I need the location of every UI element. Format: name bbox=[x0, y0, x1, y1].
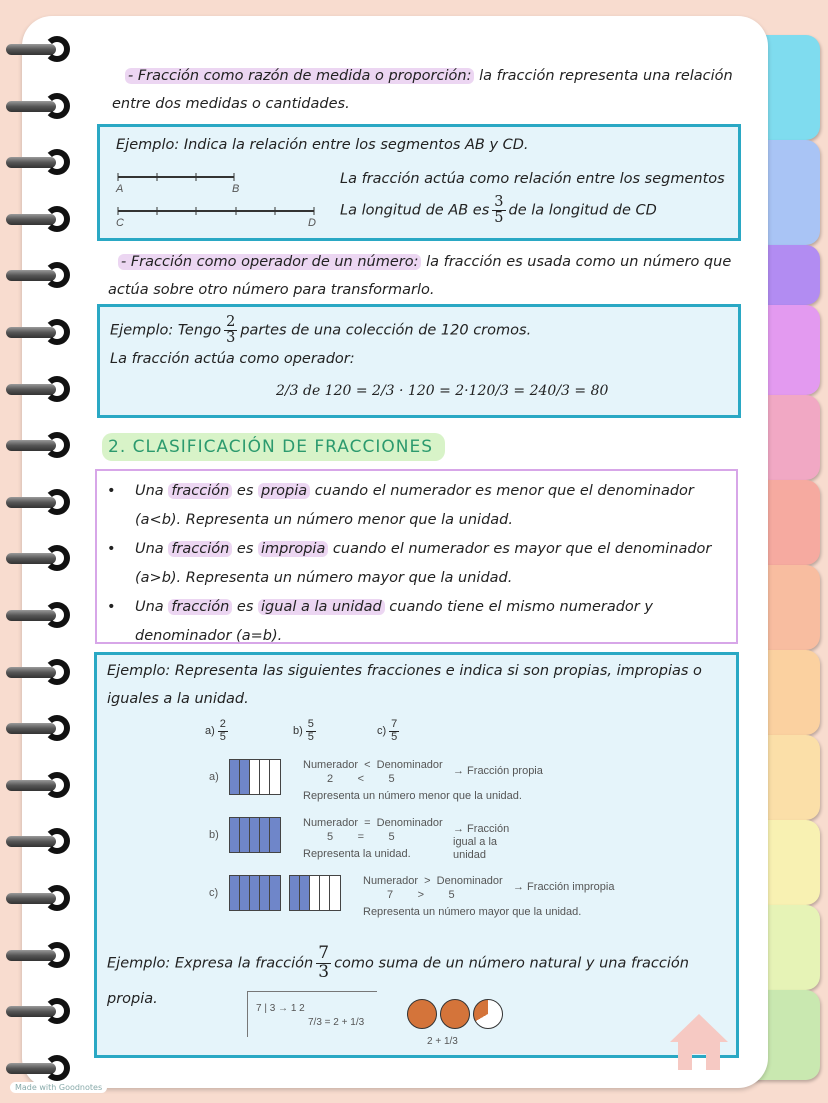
comparison: Numerador > Denominador bbox=[363, 875, 503, 887]
example-title: Ejemplo: Representa las siguientes fracciones e indica si son propias, impropias o bbox=[107, 663, 702, 679]
comparison-values: 5 = 5 bbox=[327, 831, 395, 843]
binder-ring-icon bbox=[6, 944, 76, 966]
fraction: $\frac{7}{3}$ bbox=[318, 943, 330, 982]
note: Representa la unidad. bbox=[303, 848, 411, 860]
binder-ring-icon bbox=[6, 321, 76, 343]
fraction-bar bbox=[229, 875, 281, 911]
option-0: a) $\frac{2}{5}$ bbox=[205, 718, 226, 743]
highlight-label: - Fracción como razón de medida o proporción: bbox=[125, 68, 474, 84]
text: La fracción actúa como operador: bbox=[110, 351, 355, 367]
bullet-icon: • bbox=[107, 483, 116, 499]
fraction-bar bbox=[289, 875, 341, 911]
binder-ring-icon bbox=[6, 95, 76, 117]
pie-full-icon bbox=[407, 999, 437, 1029]
fraction: $\frac{2}{3}$ bbox=[226, 314, 236, 347]
equation: 7/3 = 2 + 1/3 bbox=[308, 1017, 365, 1028]
binder-ring-icon bbox=[6, 208, 76, 230]
text: partes de una colección de 120 cromos. bbox=[240, 322, 532, 339]
binder-ring-icon bbox=[6, 151, 76, 173]
row-label: c) bbox=[209, 887, 219, 899]
example-box-classify bbox=[94, 652, 739, 1058]
text: la fracción es usada como un número que bbox=[421, 254, 732, 270]
goodnotes-watermark: Made with Goodnotes bbox=[10, 1082, 107, 1093]
fraction: $\frac{3}{5}$ bbox=[494, 194, 504, 227]
binder-ring-icon bbox=[6, 264, 76, 286]
binder-ring-icon bbox=[6, 1057, 76, 1079]
option-1: b) $\frac{5}{5}$ bbox=[293, 718, 314, 743]
text: entre dos medidas o cantidades. bbox=[112, 96, 350, 112]
comparison: Numerador < Denominador bbox=[303, 759, 443, 771]
label-a: A bbox=[116, 183, 124, 195]
division-diagram bbox=[247, 991, 377, 1037]
label-b: B bbox=[232, 183, 240, 195]
binder-ring-icon bbox=[6, 1000, 76, 1022]
list-item-detail: (a<b). Representa un número menor que la unidad. bbox=[135, 512, 513, 528]
binder-ring-icon bbox=[6, 604, 76, 626]
example-box-segments bbox=[97, 124, 741, 241]
bullet-icon: • bbox=[107, 599, 116, 615]
fraction-bar bbox=[229, 759, 281, 795]
example-title: Ejemplo: Indica la relación entre los segmentos AB y CD. bbox=[116, 137, 529, 153]
comparison: Numerador = Denominador bbox=[303, 817, 443, 829]
comparison-values: 2 < 5 bbox=[327, 773, 395, 785]
result: → Fracción igual a la unidad bbox=[453, 823, 510, 861]
binder-ring-icon bbox=[6, 887, 76, 909]
division: 7 | 3 → 1 2 bbox=[256, 1003, 305, 1014]
example-box-operator bbox=[97, 304, 741, 418]
label-c: C bbox=[116, 217, 124, 229]
section-heading: 2. CLASIFICACIÓN DE FRACCIONES bbox=[102, 433, 445, 461]
text: actúa sobre otro número para transformarlo. bbox=[108, 282, 435, 298]
result: → Fracción impropia bbox=[513, 881, 615, 893]
bullet-icon: • bbox=[107, 541, 116, 557]
classification-list bbox=[95, 469, 738, 644]
section-ratio bbox=[125, 62, 733, 90]
section-operator bbox=[118, 248, 731, 276]
list-item: Una fracción es impropia cuando el numerador es mayor que el denominador bbox=[135, 541, 712, 557]
fraction-bar bbox=[229, 817, 281, 853]
binder-ring-icon bbox=[6, 547, 76, 569]
text: iguales a la unidad. bbox=[107, 691, 249, 707]
list-item-detail: (a>b). Representa un número mayor que la unidad. bbox=[135, 570, 513, 586]
binder-ring-icon bbox=[6, 717, 76, 739]
operator-formula: 2/3 de 120 = 2/3 · 120 = 2·120/3 = 240/3 = 80 bbox=[276, 383, 609, 399]
text: como suma de un número natural y una fracción bbox=[334, 955, 689, 972]
text: La fracción actúa como relación entre los segmentos bbox=[340, 171, 725, 187]
text: Ejemplo: Expresa la fracción bbox=[107, 955, 314, 972]
comparison-values: 7 > 5 bbox=[387, 889, 455, 901]
row-label: a) bbox=[209, 771, 219, 783]
binder-ring-icon bbox=[6, 38, 76, 60]
text: Ejemplo: Tengo bbox=[110, 322, 222, 339]
list-item: Una fracción es igual a la unidad cuando tiene el mismo numerador y bbox=[135, 599, 653, 615]
row-label: b) bbox=[209, 829, 219, 841]
pie-full-icon bbox=[440, 999, 470, 1029]
segments-diagram bbox=[114, 169, 324, 229]
note: Representa un número menor que la unidad. bbox=[303, 790, 522, 802]
list-item-detail: denominador (a=b). bbox=[135, 628, 283, 644]
sum-label: 2 + 1/3 bbox=[427, 1036, 458, 1047]
binder-ring-icon bbox=[6, 830, 76, 852]
pie-third-icon bbox=[473, 999, 503, 1029]
note: Representa un número mayor que la unidad. bbox=[363, 906, 582, 918]
label-d: D bbox=[308, 217, 316, 229]
binder-ring-icon bbox=[6, 661, 76, 683]
binder-ring-icon bbox=[6, 378, 76, 400]
text: propia. bbox=[107, 991, 158, 1007]
binder-ring-icon bbox=[6, 491, 76, 513]
text: La longitud de AB es bbox=[340, 202, 490, 219]
text: la fracción representa una relación bbox=[474, 68, 733, 84]
list-item: Una fracción es propia cuando el numerador es menor que el denominador bbox=[135, 483, 694, 499]
result: → Fracción propia bbox=[453, 765, 543, 777]
highlight-label: - Fracción como operador de un número: bbox=[118, 254, 421, 270]
binder-ring-icon bbox=[6, 774, 76, 796]
binder-ring-icon bbox=[6, 434, 76, 456]
home-icon[interactable] bbox=[668, 1012, 730, 1070]
option-2: c) $\frac{7}{5}$ bbox=[377, 718, 398, 743]
text: de la longitud de CD bbox=[508, 202, 657, 219]
